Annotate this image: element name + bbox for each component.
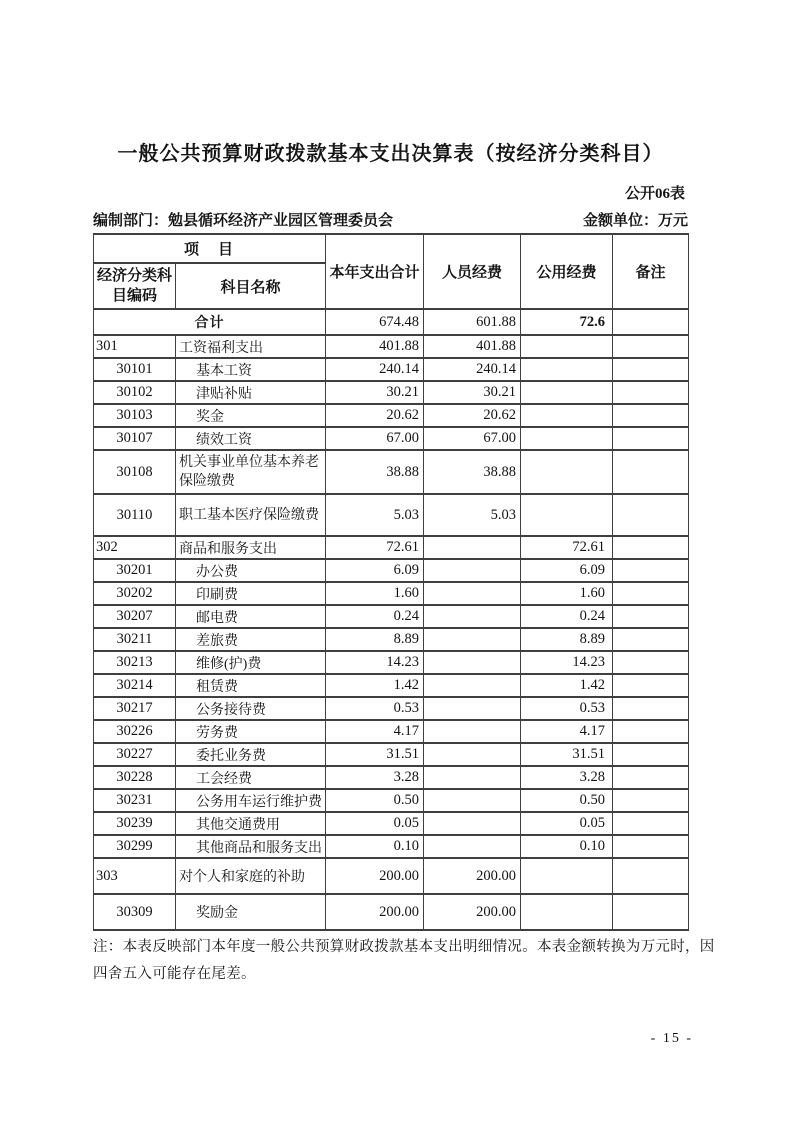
row-public-cell: 0.24 [521,605,613,628]
row-personnel-cell [424,812,521,835]
row-name-cell: 奖金 [176,404,326,427]
row-public-cell: 8.89 [521,628,613,651]
row-total-cell: 8.89 [326,628,424,651]
table-row [94,494,689,536]
row-name-cell: 对个人和家庭的补助 [176,858,326,894]
header-personnel-funds: 人员经费 [424,234,521,309]
row-name-cell: 邮电费 [176,605,326,628]
row-remark-cell [613,835,689,858]
row-code-cell: 30239 [94,812,176,835]
table-row [94,812,689,835]
row-name-cell: 差旅费 [176,628,326,651]
table-row [94,766,689,789]
row-public-cell [521,358,613,381]
row-remark-cell [613,743,689,766]
total-row-public: 72.6 [521,309,613,335]
row-total-cell: 0.53 [326,697,424,720]
row-code-cell: 30231 [94,789,176,812]
row-personnel-cell: 200.00 [424,894,521,930]
row-name-cell: 维修(护)费 [176,651,326,674]
table-row [94,536,689,559]
row-total-cell: 0.24 [326,605,424,628]
row-total-cell: 4.17 [326,720,424,743]
row-name-cell: 职工基本医疗保险缴费 [176,494,326,536]
table-header [94,234,689,309]
row-personnel-cell: 20.62 [424,404,521,427]
row-remark-cell [613,651,689,674]
row-name-cell: 租赁费 [176,674,326,697]
row-remark-cell [613,697,689,720]
row-public-cell [521,427,613,450]
row-name-cell: 工资福利支出 [176,335,326,358]
row-public-cell: 72.61 [521,536,613,559]
row-name-cell: 办公费 [176,559,326,582]
row-public-cell: 0.53 [521,697,613,720]
row-public-cell: 3.28 [521,766,613,789]
row-name-cell: 公务用车运行维护费 [176,789,326,812]
table-row [94,358,689,381]
row-total-cell: 200.00 [326,858,424,894]
row-total-cell: 38.88 [326,450,424,494]
row-personnel-cell [424,743,521,766]
table-note [93,934,715,988]
total-row-total: 674.48 [326,309,424,335]
row-total-cell: 401.88 [326,335,424,358]
row-remark-cell [613,335,689,358]
row-code-cell: 30214 [94,674,176,697]
row-total-cell: 20.62 [326,404,424,427]
row-code-cell: 30309 [94,894,176,930]
row-total-cell: 14.23 [326,651,424,674]
row-name-cell: 其他交通费用 [176,812,326,835]
row-code-cell: 30108 [94,450,176,494]
row-code-cell: 30107 [94,427,176,450]
prepared-by [93,209,393,230]
row-public-cell [521,450,613,494]
row-remark-cell [613,582,689,605]
header-public-funds: 公用经费 [521,234,613,309]
row-public-cell [521,335,613,358]
row-name-cell: 商品和服务支出 [176,536,326,559]
row-name-cell: 工会经费 [176,766,326,789]
total-row [94,309,689,335]
row-public-cell [521,858,613,894]
row-personnel-cell [424,536,521,559]
row-name-cell: 委托业务费 [176,743,326,766]
row-public-cell: 6.09 [521,559,613,582]
row-remark-cell [613,559,689,582]
table-row [94,628,689,651]
row-personnel-cell [424,697,521,720]
row-personnel-cell [424,651,521,674]
row-public-cell: 0.10 [521,835,613,858]
total-row-personnel: 601.88 [424,309,521,335]
header-subject-name: 科目名称 [176,263,326,309]
row-remark-cell [613,628,689,651]
table-row [94,381,689,404]
table-row [94,582,689,605]
row-name-cell: 奖励金 [176,894,326,930]
header-total-expenditure: 本年支出合计 [326,234,424,309]
row-remark-cell [613,381,689,404]
row-personnel-cell [424,789,521,812]
row-remark-cell [613,766,689,789]
row-total-cell: 200.00 [326,894,424,930]
row-code-cell: 30207 [94,605,176,628]
row-personnel-cell: 67.00 [424,427,521,450]
row-name-cell: 津贴补贴 [176,381,326,404]
header-project: 项 目 [94,234,326,263]
row-remark-cell [613,605,689,628]
row-code-cell: 30228 [94,766,176,789]
row-code-cell: 301 [94,335,176,358]
row-code-cell: 302 [94,536,176,559]
row-remark-cell [613,427,689,450]
row-total-cell: 6.09 [326,559,424,582]
row-public-cell: 4.17 [521,720,613,743]
row-remark-cell [613,536,689,559]
row-code-cell: 30227 [94,743,176,766]
row-total-cell: 0.05 [326,812,424,835]
row-personnel-cell: 240.14 [424,358,521,381]
amount-unit-value: 万元 [657,213,688,229]
row-total-cell: 72.61 [326,536,424,559]
row-personnel-cell: 401.88 [424,335,521,358]
table-row [94,674,689,697]
table-body [94,309,689,930]
row-total-cell: 0.50 [326,789,424,812]
row-name-cell: 绩效工资 [176,427,326,450]
row-public-cell [521,404,613,427]
row-public-cell: 31.51 [521,743,613,766]
row-total-cell: 0.10 [326,835,424,858]
row-public-cell [521,894,613,930]
header-economic-code: 经济分类科目编码 [94,263,176,309]
row-remark-cell [613,720,689,743]
table-row [94,835,689,858]
table-row [94,605,689,628]
row-remark-cell [613,858,689,894]
table-code-label: 公开06表 [624,186,685,202]
row-remark-cell [613,894,689,930]
row-remark-cell [613,674,689,697]
amount-unit [583,209,688,230]
row-total-cell: 30.21 [326,381,424,404]
row-personnel-cell [424,674,521,697]
row-remark-cell [613,358,689,381]
meta-row [93,209,688,230]
row-code-cell: 30213 [94,651,176,674]
row-name-cell: 公务接待费 [176,697,326,720]
row-personnel-cell [424,582,521,605]
table-row [94,789,689,812]
table-row [94,858,689,894]
note-line-2: 四舍五入可能存在尾差。 [93,966,256,982]
row-code-cell: 30201 [94,559,176,582]
row-code-cell: 303 [94,858,176,894]
total-row-label: 合计 [94,309,326,335]
row-personnel-cell [424,720,521,743]
row-total-cell: 1.60 [326,582,424,605]
table-row [94,427,689,450]
row-name-cell: 基本工资 [176,358,326,381]
document-content [93,137,715,988]
note-line-1: 注：本表反映部门本年度一般公共预算财政拨款基本支出明细情况。本表金额转换为万元时，因 [93,939,715,955]
total-row-remark [613,309,689,335]
row-code-cell: 30299 [94,835,176,858]
table-row [94,335,689,358]
row-total-cell: 67.00 [326,427,424,450]
table-row [94,559,689,582]
prepared-by-label: 编制部门： [93,213,169,229]
row-remark-cell [613,404,689,427]
table-row [94,651,689,674]
row-public-cell: 1.42 [521,674,613,697]
row-personnel-cell [424,559,521,582]
row-code-cell: 30110 [94,494,176,536]
row-public-cell [521,494,613,536]
table-row [94,450,689,494]
row-code-cell: 30101 [94,358,176,381]
page-title: 一般公共预算财政拨款基本支出决算表（按经济分类科目） [117,143,664,165]
table-row [94,743,689,766]
row-total-cell: 1.42 [326,674,424,697]
row-remark-cell [613,789,689,812]
row-remark-cell [613,494,689,536]
budget-table [93,233,689,931]
row-public-cell: 0.05 [521,812,613,835]
row-personnel-cell [424,628,521,651]
table-row [94,720,689,743]
row-remark-cell [613,450,689,494]
table-row [94,894,689,930]
row-code-cell: 30211 [94,628,176,651]
table-row [94,697,689,720]
row-personnel-cell [424,766,521,789]
row-total-cell: 3.28 [326,766,424,789]
row-personnel-cell [424,835,521,858]
row-public-cell: 14.23 [521,651,613,674]
row-personnel-cell: 200.00 [424,858,521,894]
prepared-by-value: 勉县循环经济产业园区管理委员会 [168,213,394,229]
row-name-cell: 印刷费 [176,582,326,605]
row-total-cell: 31.51 [326,743,424,766]
row-personnel-cell: 38.88 [424,450,521,494]
row-personnel-cell: 30.21 [424,381,521,404]
row-name-cell: 其他商品和服务支出 [176,835,326,858]
amount-unit-label: 金额单位： [582,213,658,229]
row-code-cell: 30202 [94,582,176,605]
row-public-cell: 1.60 [521,582,613,605]
header-remark: 备注 [613,234,689,309]
row-code-cell: 30102 [94,381,176,404]
row-public-cell [521,381,613,404]
row-public-cell: 0.50 [521,789,613,812]
row-remark-cell [613,812,689,835]
row-name-cell: 机关事业单位基本养老保险缴费 [176,450,326,494]
row-code-cell: 30103 [94,404,176,427]
row-name-cell: 劳务费 [176,720,326,743]
table-row [94,404,689,427]
page-number: - 15 - [650,1031,693,1046]
row-total-cell: 240.14 [326,358,424,381]
row-code-cell: 30217 [94,697,176,720]
row-total-cell: 5.03 [326,494,424,536]
row-personnel-cell: 5.03 [424,494,521,536]
row-personnel-cell [424,605,521,628]
row-code-cell: 30226 [94,720,176,743]
